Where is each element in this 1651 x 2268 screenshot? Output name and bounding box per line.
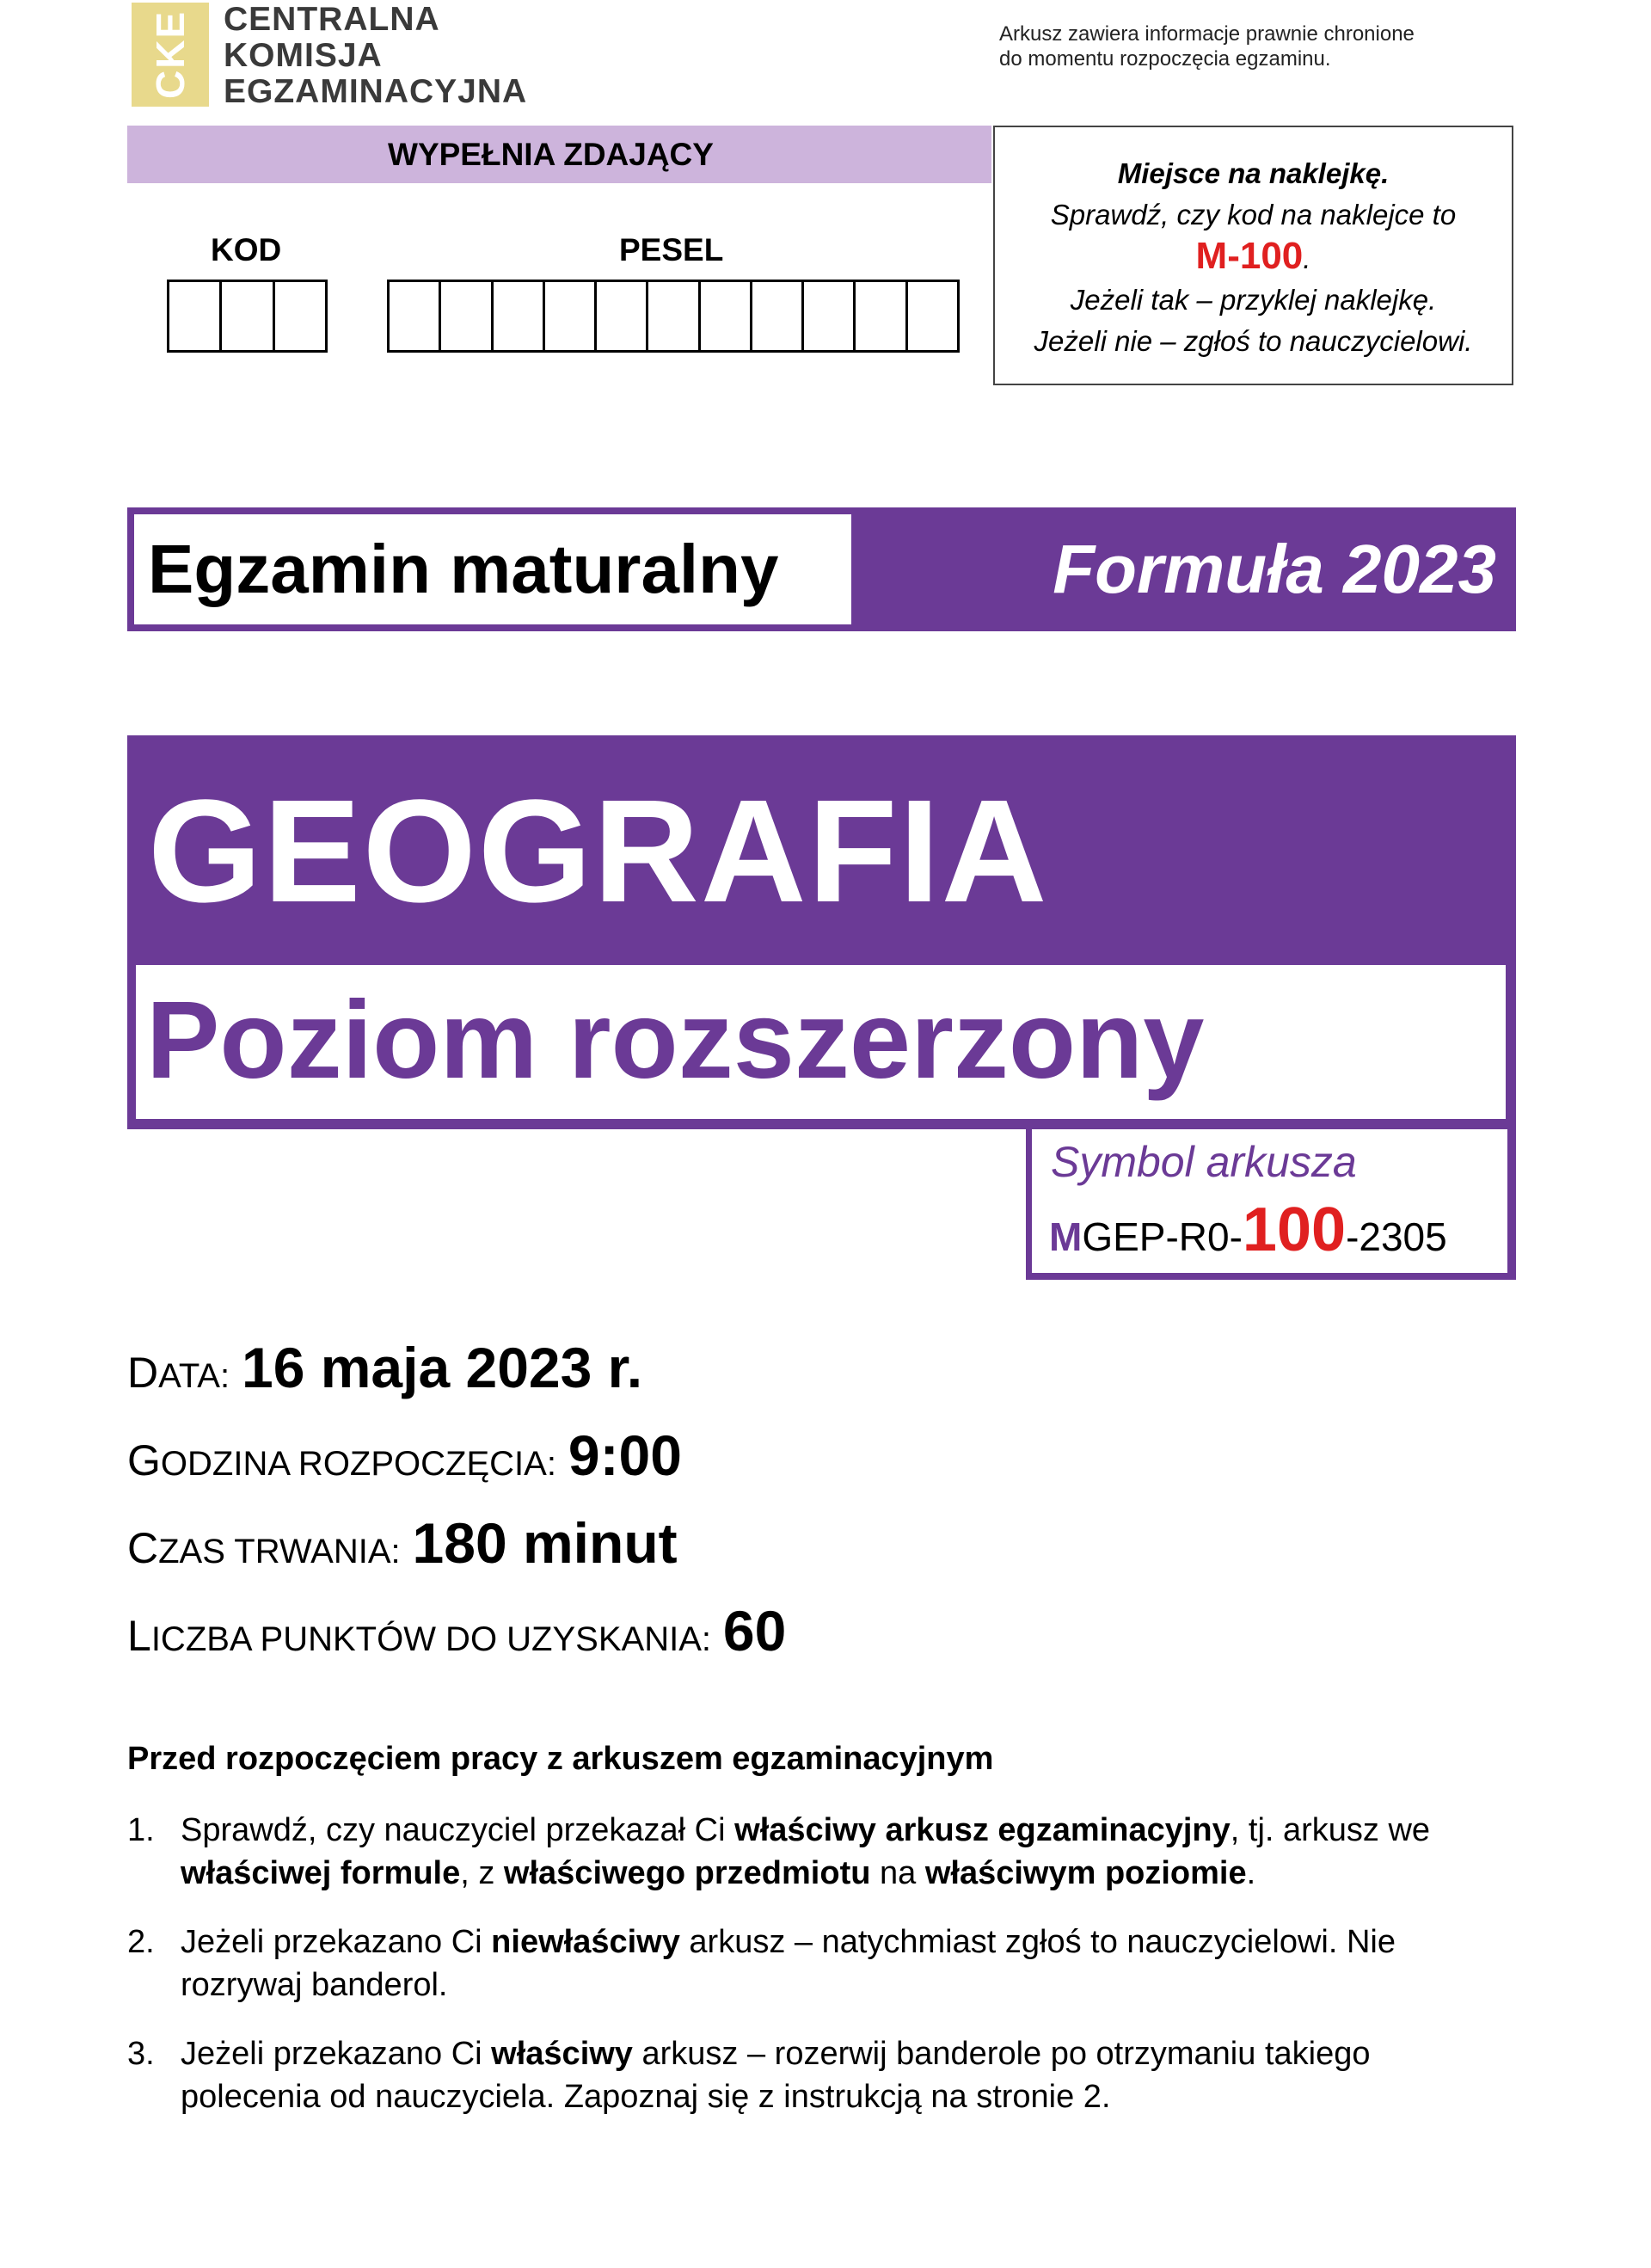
instruction-item bbox=[127, 1809, 1503, 1895]
pesel-cell[interactable] bbox=[494, 282, 545, 350]
pesel-cell[interactable] bbox=[908, 282, 957, 350]
kod-cell[interactable] bbox=[222, 282, 274, 350]
instruction-number: 1. bbox=[127, 1812, 155, 1848]
kod-field[interactable] bbox=[167, 280, 328, 353]
exam-date bbox=[127, 1336, 643, 1404]
instruction-number: 2. bbox=[127, 1924, 155, 1960]
max-points-value: 60 bbox=[722, 1599, 787, 1663]
kod-cell[interactable] bbox=[275, 282, 325, 350]
symbol-code-number: 100 bbox=[1242, 1195, 1347, 1264]
pesel-field[interactable] bbox=[387, 280, 960, 353]
sticker-code-dot: . bbox=[1303, 243, 1311, 274]
duration-label-cap: C bbox=[127, 1524, 159, 1572]
instruction-text: Jeżeli przekazano Ci niewłaściwy arkusz – natychmiast zgłoś to nauczycielowi. Nie rozrywaj banderol. bbox=[181, 1924, 1396, 2003]
start-time bbox=[127, 1423, 682, 1491]
duration bbox=[127, 1511, 678, 1579]
sticker-check-text: Sprawdź, czy kod na naklejce to bbox=[1050, 199, 1457, 230]
symbol-code-m: M bbox=[1049, 1214, 1083, 1259]
exam-date-label: ATA: bbox=[158, 1357, 230, 1395]
pesel-cell[interactable] bbox=[648, 282, 700, 350]
pesel-cell[interactable] bbox=[701, 282, 752, 350]
cke-logo-mark: CKE bbox=[148, 9, 193, 100]
pesel-cell[interactable] bbox=[752, 282, 804, 350]
institution-name-line: KOMISJA bbox=[224, 37, 383, 74]
max-points-label-cap: L bbox=[127, 1612, 151, 1660]
max-points-label: ICZBA PUNKTÓW DO UZYSKANIA: bbox=[150, 1620, 712, 1658]
symbol-code-suffix: -2305 bbox=[1346, 1214, 1447, 1259]
pesel-cell[interactable] bbox=[390, 282, 441, 350]
symbol-code bbox=[1049, 1195, 1447, 1271]
legal-notice bbox=[999, 22, 1515, 71]
exam-formula: Formuła 2023 bbox=[1053, 531, 1496, 607]
sticker-yes-text: Jeżeli tak – przyklej naklejkę. bbox=[1070, 284, 1437, 316]
instruction-item bbox=[127, 2032, 1503, 2118]
pesel-cell[interactable] bbox=[545, 282, 597, 350]
institution-name-line: CENTRALNA bbox=[224, 1, 440, 38]
pesel-cell[interactable] bbox=[804, 282, 856, 350]
sticker-code: M-100 bbox=[1195, 235, 1304, 277]
pesel-cell[interactable] bbox=[856, 282, 907, 350]
kod-cell[interactable] bbox=[169, 282, 222, 350]
start-time-label-cap: G bbox=[127, 1436, 161, 1484]
instructions-list bbox=[127, 1809, 1503, 2144]
exam-date-value: 16 maja 2023 r. bbox=[241, 1336, 643, 1399]
symbol-label: Symbol arkusza bbox=[1051, 1138, 1357, 1186]
instruction-text: Jeżeli przekazano Ci właściwy arkusz – rozerwij banderole po otrzymaniu takiego polecenia od nauczyciela. Zapoznaj się z instrukcją na stronie 2. bbox=[181, 2036, 1371, 2115]
candidate-fill-header: WYPEŁNIA ZDAJĄCY bbox=[127, 126, 991, 183]
legal-notice-line: Arkusz zawiera informacje prawnie chronione bbox=[999, 22, 1415, 46]
exam-title: Egzamin maturalny bbox=[134, 514, 851, 624]
symbol-code-prefix: GEP-R0- bbox=[1082, 1214, 1243, 1259]
institution-name bbox=[224, 2, 527, 110]
pesel-label: PESEL bbox=[619, 232, 724, 267]
institution-name-line: EGZAMINACYJNA bbox=[224, 73, 528, 110]
start-time-value: 9:00 bbox=[568, 1423, 682, 1487]
instruction-item bbox=[127, 1921, 1503, 2007]
instruction-text: Sprawdź, czy nauczyciel przekazał Ci właściwy arkusz egzaminacyjny, tj. arkusz we właściwej formule, z właściwego przedmiotu na właściwym poziomie. bbox=[181, 1812, 1431, 1891]
sticker-no-text: Jeżeli nie – zgłoś to nauczycielowi. bbox=[1034, 325, 1473, 357]
sticker-title: Miejsce na naklejkę. bbox=[1117, 157, 1390, 189]
pesel-cell[interactable] bbox=[441, 282, 493, 350]
duration-label: ZAS TRWANIA: bbox=[158, 1533, 401, 1570]
start-time-label: ODZINA ROZPOCZĘCIA: bbox=[160, 1445, 556, 1483]
instruction-number: 3. bbox=[127, 2036, 155, 2072]
duration-value: 180 minut bbox=[412, 1511, 678, 1575]
subject-level: Poziom rozszerzony bbox=[146, 979, 1205, 1102]
kod-label: KOD bbox=[211, 232, 282, 267]
max-points bbox=[127, 1599, 787, 1667]
subject-name: GEOGRAFIA bbox=[148, 770, 1049, 933]
exam-date-label-cap: D bbox=[127, 1349, 159, 1397]
sticker-area bbox=[993, 126, 1513, 385]
instructions-title: Przed rozpoczęciem pracy z arkuszem egzaminacyjnym bbox=[127, 1741, 994, 1777]
pesel-cell[interactable] bbox=[597, 282, 648, 350]
legal-notice-line: do momentu rozpoczęcia egzaminu. bbox=[999, 47, 1331, 71]
